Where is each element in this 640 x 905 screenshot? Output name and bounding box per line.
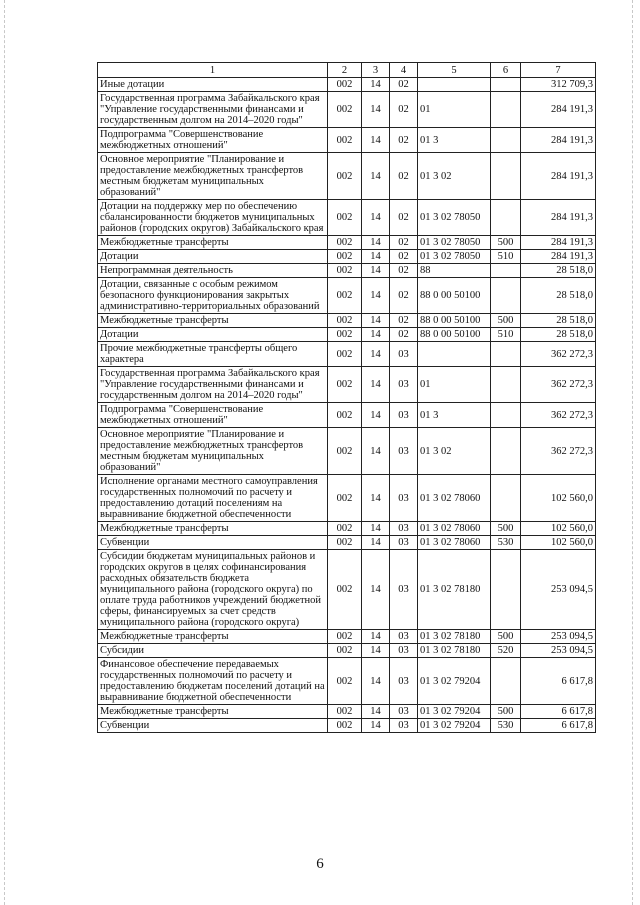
section-cell: 14 [362, 475, 390, 522]
target-article-cell: 88 [418, 264, 491, 278]
amount-cell: 284 191,3 [521, 236, 596, 250]
subsection-cell: 02 [390, 278, 418, 314]
row-name-cell: Дотации на поддержку мер по обеспечению сбалансированности бюджетов муниципальных районов (городских округов) Забайкальского края [98, 200, 328, 236]
table-row [98, 367, 596, 403]
target-article-cell: 01 3 02 79204 [418, 719, 491, 733]
amount-cell: 28 518,0 [521, 314, 596, 328]
expense-type-cell: 530 [491, 536, 521, 550]
target-article-cell: 01 3 02 78060 [418, 536, 491, 550]
expense-type-cell [491, 128, 521, 153]
table-row [98, 314, 596, 328]
row-name-cell: Основное мероприятие "Планирование и предоставление межбюджетных трансфертов местным бюджетам муниципальных образований" [98, 153, 328, 200]
admin-code-cell: 002 [328, 719, 362, 733]
section-cell: 14 [362, 250, 390, 264]
section-cell: 14 [362, 153, 390, 200]
amount-cell: 102 560,0 [521, 475, 596, 522]
table-row [98, 644, 596, 658]
table-row [98, 536, 596, 550]
row-name-cell: Иные дотации [98, 78, 328, 92]
subsection-cell: 03 [390, 644, 418, 658]
expense-type-cell [491, 342, 521, 367]
row-name-cell: Основное мероприятие "Планирование и предоставление межбюджетных трансфертов местным бюджетам муниципальных образований" [98, 428, 328, 475]
target-article-cell: 01 3 [418, 128, 491, 153]
row-name-cell: Прочие межбюджетные трансферты общего характера [98, 342, 328, 367]
amount-cell: 362 272,3 [521, 428, 596, 475]
expense-type-cell [491, 278, 521, 314]
admin-code-cell: 002 [328, 550, 362, 630]
subsection-cell: 03 [390, 522, 418, 536]
row-name-cell: Субвенции [98, 536, 328, 550]
table-row [98, 550, 596, 630]
row-name-cell: Государственная программа Забайкальского края "Управление государственными финансами и государственным долгом на 2014–2020 годы" [98, 92, 328, 128]
header-cell: 3 [362, 63, 390, 78]
target-article-cell: 88 0 00 50100 [418, 314, 491, 328]
expense-type-cell [491, 550, 521, 630]
admin-code-cell: 002 [328, 236, 362, 250]
subsection-cell: 03 [390, 550, 418, 630]
subsection-cell: 03 [390, 342, 418, 367]
expense-type-cell [491, 153, 521, 200]
table-row [98, 250, 596, 264]
expense-type-cell: 500 [491, 705, 521, 719]
row-name-cell: Непрограммная деятельность [98, 264, 328, 278]
target-article-cell: 01 3 02 78060 [418, 475, 491, 522]
admin-code-cell: 002 [328, 314, 362, 328]
section-cell: 14 [362, 644, 390, 658]
section-cell: 14 [362, 328, 390, 342]
row-name-cell: Субсидии бюджетам муниципальных районов и городских округов в целях софинансирования расходных обязательств бюджета муниципального района (городского округа) по оплате труда работников учреждений бюджетной сферы, финансируемых за счет средств муниципального района (городского округа) [98, 550, 328, 630]
amount-cell: 28 518,0 [521, 264, 596, 278]
subsection-cell: 02 [390, 128, 418, 153]
table-row [98, 78, 596, 92]
table-row [98, 658, 596, 705]
table-row [98, 264, 596, 278]
row-name-cell: Дотации, связанные с особым режимом безопасного функционирования закрытых административно-территориальных образований [98, 278, 328, 314]
subsection-cell: 03 [390, 630, 418, 644]
row-name-cell: Межбюджетные трансферты [98, 314, 328, 328]
target-article-cell: 01 3 02 78180 [418, 630, 491, 644]
amount-cell: 362 272,3 [521, 342, 596, 367]
table-row [98, 92, 596, 128]
row-name-cell: Подпрограмма "Совершенствование межбюджетных отношений" [98, 128, 328, 153]
table-row [98, 236, 596, 250]
table-row [98, 403, 596, 428]
section-cell: 14 [362, 128, 390, 153]
target-article-cell: 01 3 02 79204 [418, 705, 491, 719]
expense-type-cell [491, 92, 521, 128]
section-cell: 14 [362, 92, 390, 128]
page-number: 6 [316, 856, 324, 872]
subsection-cell: 03 [390, 428, 418, 475]
target-article-cell: 01 3 02 [418, 428, 491, 475]
section-cell: 14 [362, 536, 390, 550]
admin-code-cell: 002 [328, 475, 362, 522]
subsection-cell: 03 [390, 475, 418, 522]
expense-type-cell: 510 [491, 250, 521, 264]
table-header-row [98, 63, 596, 78]
admin-code-cell: 002 [328, 128, 362, 153]
section-cell: 14 [362, 78, 390, 92]
row-name-cell: Субвенции [98, 719, 328, 733]
amount-cell: 6 617,8 [521, 719, 596, 733]
header-cell: 7 [521, 63, 596, 78]
table-row [98, 705, 596, 719]
row-name-cell: Межбюджетные трансферты [98, 630, 328, 644]
admin-code-cell: 002 [328, 342, 362, 367]
scan-edge-right [632, 0, 634, 905]
admin-code-cell: 002 [328, 630, 362, 644]
amount-cell: 253 094,5 [521, 644, 596, 658]
expense-type-cell: 510 [491, 328, 521, 342]
header-cell: 2 [328, 63, 362, 78]
row-name-cell: Межбюджетные трансферты [98, 236, 328, 250]
admin-code-cell: 002 [328, 705, 362, 719]
target-article-cell [418, 342, 491, 367]
amount-cell: 284 191,3 [521, 128, 596, 153]
row-name-cell: Дотации [98, 250, 328, 264]
subsection-cell: 02 [390, 236, 418, 250]
subsection-cell: 02 [390, 264, 418, 278]
subsection-cell: 03 [390, 705, 418, 719]
amount-cell: 312 709,3 [521, 78, 596, 92]
amount-cell: 102 560,0 [521, 536, 596, 550]
row-name-cell: Межбюджетные трансферты [98, 522, 328, 536]
expense-type-cell: 500 [491, 236, 521, 250]
section-cell: 14 [362, 658, 390, 705]
section-cell: 14 [362, 342, 390, 367]
section-cell: 14 [362, 236, 390, 250]
section-cell: 14 [362, 630, 390, 644]
amount-cell: 284 191,3 [521, 200, 596, 236]
target-article-cell: 01 3 02 78180 [418, 550, 491, 630]
admin-code-cell: 002 [328, 264, 362, 278]
target-article-cell: 01 3 02 [418, 153, 491, 200]
subsection-cell: 02 [390, 200, 418, 236]
row-name-cell: Подпрограмма "Совершенствование межбюджетных отношений" [98, 403, 328, 428]
admin-code-cell: 002 [328, 428, 362, 475]
table-row [98, 428, 596, 475]
target-article-cell: 01 [418, 92, 491, 128]
subsection-cell: 03 [390, 403, 418, 428]
header-cell: 5 [418, 63, 491, 78]
admin-code-cell: 002 [328, 403, 362, 428]
admin-code-cell: 002 [328, 153, 362, 200]
row-name-cell: Финансовое обеспечение передаваемых государственных полномочий по расчету и предоставлению бюджетам поселений дотаций на выравнивание бюджетной обеспеченности [98, 658, 328, 705]
subsection-cell: 02 [390, 78, 418, 92]
expense-type-cell: 520 [491, 644, 521, 658]
expense-type-cell [491, 264, 521, 278]
expense-type-cell [491, 403, 521, 428]
section-cell: 14 [362, 705, 390, 719]
table-row [98, 278, 596, 314]
admin-code-cell: 002 [328, 328, 362, 342]
section-cell: 14 [362, 550, 390, 630]
section-cell: 14 [362, 200, 390, 236]
amount-cell: 28 518,0 [521, 328, 596, 342]
row-name-cell: Межбюджетные трансферты [98, 705, 328, 719]
table-row [98, 153, 596, 200]
target-article-cell: 01 3 02 78050 [418, 236, 491, 250]
table-row [98, 475, 596, 522]
table-row [98, 719, 596, 733]
amount-cell: 6 617,8 [521, 705, 596, 719]
admin-code-cell: 002 [328, 367, 362, 403]
target-article-cell: 01 3 [418, 403, 491, 428]
target-article-cell: 88 0 00 50100 [418, 278, 491, 314]
expense-type-cell: 500 [491, 314, 521, 328]
section-cell: 14 [362, 719, 390, 733]
expense-type-cell [491, 658, 521, 705]
amount-cell: 284 191,3 [521, 92, 596, 128]
admin-code-cell: 002 [328, 536, 362, 550]
admin-code-cell: 002 [328, 78, 362, 92]
amount-cell: 253 094,5 [521, 550, 596, 630]
subsection-cell: 03 [390, 658, 418, 705]
row-name-cell: Дотации [98, 328, 328, 342]
subsection-cell: 02 [390, 314, 418, 328]
subsection-cell: 02 [390, 328, 418, 342]
subsection-cell: 02 [390, 92, 418, 128]
section-cell: 14 [362, 428, 390, 475]
target-article-cell: 01 [418, 367, 491, 403]
header-cell: 1 [98, 63, 328, 78]
section-cell: 14 [362, 278, 390, 314]
target-article-cell [418, 78, 491, 92]
row-name-cell: Государственная программа Забайкальского края "Управление государственными финансами и государственным долгом на 2014–2020 годы" [98, 367, 328, 403]
section-cell: 14 [362, 522, 390, 536]
amount-cell: 28 518,0 [521, 278, 596, 314]
subsection-cell: 03 [390, 719, 418, 733]
table-row [98, 522, 596, 536]
admin-code-cell: 002 [328, 278, 362, 314]
amount-cell: 6 617,8 [521, 658, 596, 705]
amount-cell: 284 191,3 [521, 250, 596, 264]
expense-type-cell: 530 [491, 719, 521, 733]
scan-edge-left [4, 0, 6, 905]
table-row [98, 630, 596, 644]
subsection-cell: 02 [390, 250, 418, 264]
target-article-cell: 88 0 00 50100 [418, 328, 491, 342]
section-cell: 14 [362, 403, 390, 428]
admin-code-cell: 002 [328, 644, 362, 658]
section-cell: 14 [362, 367, 390, 403]
row-name-cell: Субсидии [98, 644, 328, 658]
subsection-cell: 03 [390, 367, 418, 403]
amount-cell: 362 272,3 [521, 367, 596, 403]
expense-type-cell [491, 428, 521, 475]
admin-code-cell: 002 [328, 92, 362, 128]
table-row [98, 342, 596, 367]
row-name-cell: Исполнение органами местного самоуправления государственных полномочий по расчету и предоставлению дотаций поселениям на выравнивание бюджетной обеспеченности [98, 475, 328, 522]
subsection-cell: 02 [390, 153, 418, 200]
target-article-cell: 01 3 02 78050 [418, 200, 491, 236]
target-article-cell: 01 3 02 79204 [418, 658, 491, 705]
expense-type-cell: 500 [491, 630, 521, 644]
table-row [98, 128, 596, 153]
admin-code-cell: 002 [328, 658, 362, 705]
expense-type-cell [491, 475, 521, 522]
budget-table [97, 62, 596, 733]
table-row [98, 328, 596, 342]
header-cell: 6 [491, 63, 521, 78]
amount-cell: 102 560,0 [521, 522, 596, 536]
target-article-cell: 01 3 02 78060 [418, 522, 491, 536]
admin-code-cell: 002 [328, 522, 362, 536]
subsection-cell: 03 [390, 536, 418, 550]
amount-cell: 253 094,5 [521, 630, 596, 644]
admin-code-cell: 002 [328, 200, 362, 236]
target-article-cell: 01 3 02 78050 [418, 250, 491, 264]
expense-type-cell: 500 [491, 522, 521, 536]
section-cell: 14 [362, 314, 390, 328]
target-article-cell: 01 3 02 78180 [418, 644, 491, 658]
expense-type-cell [491, 200, 521, 236]
header-cell: 4 [390, 63, 418, 78]
table-row [98, 200, 596, 236]
expense-type-cell [491, 367, 521, 403]
amount-cell: 362 272,3 [521, 403, 596, 428]
expense-type-cell [491, 78, 521, 92]
admin-code-cell: 002 [328, 250, 362, 264]
section-cell: 14 [362, 264, 390, 278]
amount-cell: 284 191,3 [521, 153, 596, 200]
